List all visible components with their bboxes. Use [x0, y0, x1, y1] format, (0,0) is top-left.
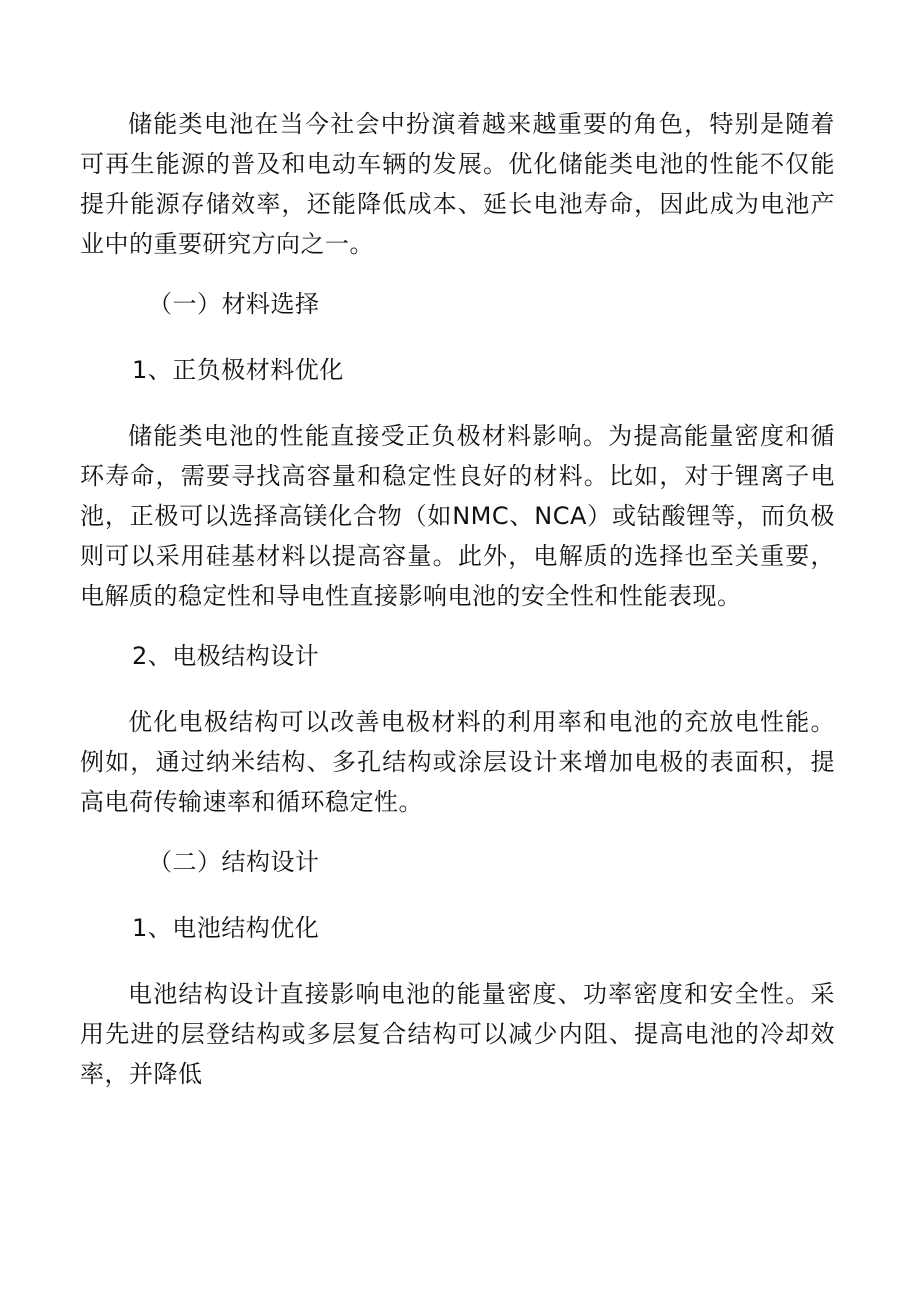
subsection-heading-battery-structure: 1、电池结构优化 — [132, 914, 320, 942]
paragraph-battery-structure: 电池结构设计直接影响电池的能量密度、功率密度和安全性。采用先进的层登结构或多层复合结构可以减少内阻、提高电池的冷却效率，并降低 — [80, 980, 835, 1088]
section-heading-material-selection: （一）材料选择 — [148, 290, 320, 318]
subsection-heading-electrode-structure: 2、电极结构设计 — [132, 642, 320, 670]
paragraph-electrode-structure: 优化电极结构可以改善电极材料的利用率和电池的充放电性能。例如，通过纳米结构、多孔结构或涂层设计来增加电极的表面积，提高电荷传输速率和循环稳定性。 — [80, 708, 835, 816]
section-heading-structure-design: （二）结构设计 — [148, 848, 320, 876]
subsection-heading-electrode-materials: 1、正负极材料优化 — [132, 356, 344, 384]
paragraph-electrode-materials: 储能类电池的性能直接受正负极材料影响。为提高能量密度和循环寿命，需要寻找高容量和稳定性良好的材料。比如，对于锂离子电池，正极可以选择高镁化合物（如NMC、NCA）或钴酸锂等，而负极则可以采用硅基材料以提高容量。此外，电解质的选择也至关重要，电解质的稳定性和导电性直接影响电池的安全性和性能表现。 — [80, 422, 835, 610]
document-body — [80, 104, 835, 1094]
intro-paragraph: 储能类电池在当今社会中扮演着越来越重要的角色，特别是随着可再生能源的普及和电动车辆的发展。优化储能类电池的性能不仅能提升能源存储效率，还能降低成本、延长电池寿命，因此成为电池产业中的重要研究方向之一。 — [80, 110, 835, 258]
